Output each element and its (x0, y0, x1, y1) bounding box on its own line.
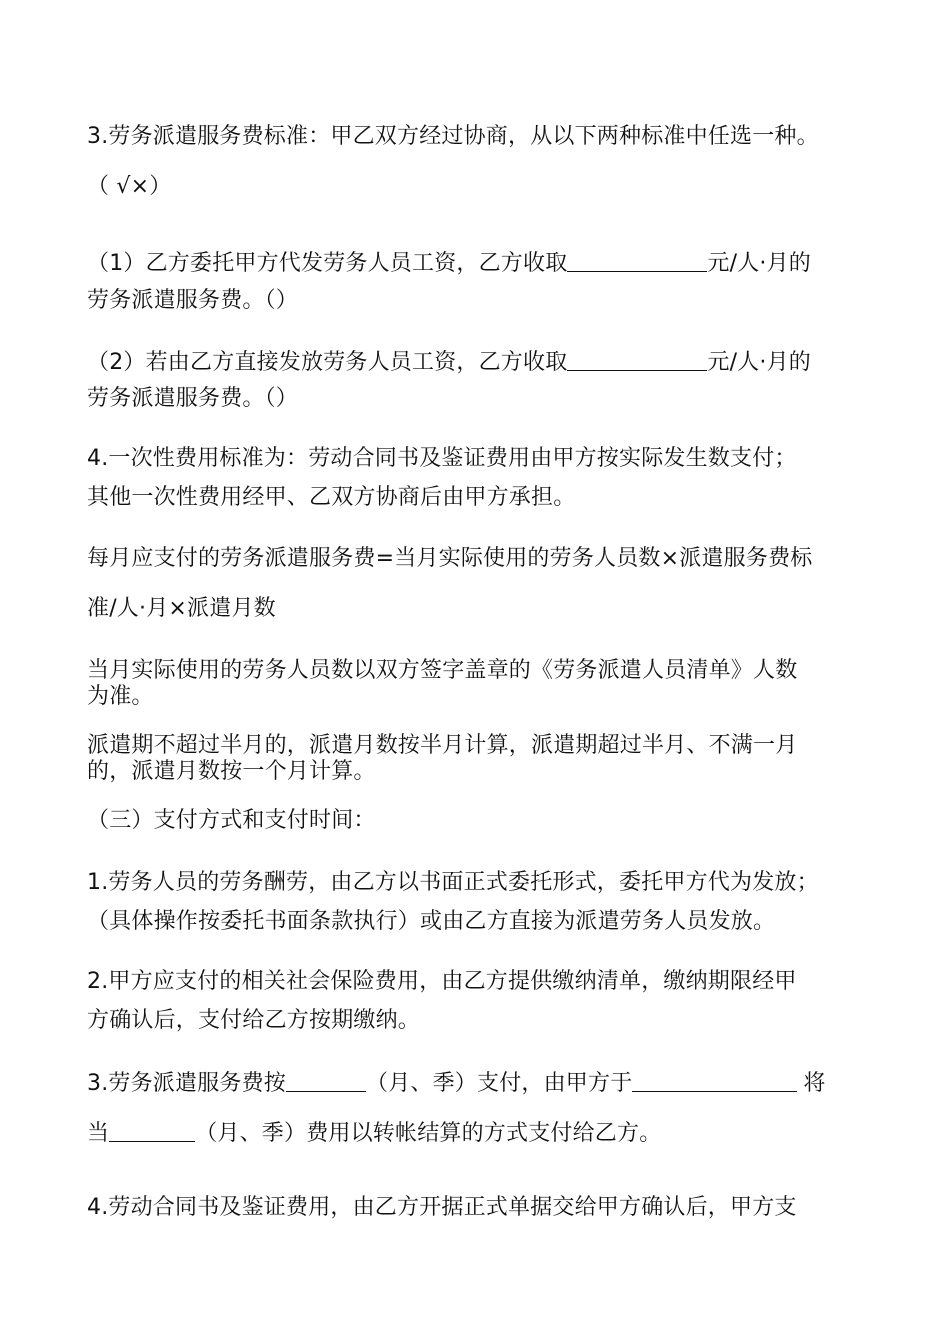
option-1-text: （1）乙方委托甲方代发劳务人员工资，乙方收取 (87, 251, 568, 276)
option-1-line (87, 247, 811, 279)
payment-4-line1: 4.劳动合同书及鉴证费用，由乙方开据正式单据交给甲方确认后，甲方支 (87, 1195, 797, 1220)
option-1-cont: 劳务派遣服务费。（） (87, 288, 299, 313)
clause-4-line1: 4.一次性费用标准为：劳动合同书及鉴证费用由甲方按实际发生数支付； (87, 446, 797, 471)
option-2-line (87, 346, 811, 378)
formula-line2: 准/人·月×派遣月数 (87, 596, 276, 621)
period-rule-line1: 派遣期不超过半月的，派遣月数按半月计算，派遣期超过半月、不满一月 (87, 733, 798, 758)
payment-2-line1: 2.甲方应支付的相关社会保险费用，由乙方提供缴纳清单，缴纳期限经甲 (87, 969, 797, 994)
payment-2-line2: 方确认后，支付给乙方按期缴纳。 (87, 1008, 421, 1033)
payment-3-text-e: （月、季）费用以转帐结算的方式支付给乙方。 (195, 1121, 662, 1146)
fee-amount-blank-2[interactable] (567, 348, 707, 371)
payment-3-text-b: （月、季）支付，由甲方于 (366, 1071, 633, 1096)
date-blank[interactable] (632, 1069, 797, 1092)
period-blank-1[interactable] (286, 1069, 366, 1092)
option-1-unit: 元/人·月的 (707, 251, 812, 276)
clause-4-line2: 其他一次性费用经甲、乙双方协商后由甲方承担。 (87, 485, 576, 510)
period-blank-2[interactable] (109, 1119, 195, 1142)
payment-3-text-a: 3.劳务派遣服务费按 (87, 1071, 286, 1096)
payment-3-text-c: 将 (803, 1071, 826, 1096)
checkmark-options: （ √×） (87, 174, 172, 199)
payment-1-line2: （具体操作按委托书面条款执行）或由乙方直接为派遣劳务人员发放。 (87, 909, 776, 934)
option-2-cont: 劳务派遣服务费。（） (87, 386, 299, 411)
payment-3-text-d: 当 (87, 1121, 110, 1146)
option-2-unit: 元/人·月的 (707, 350, 812, 375)
staff-count-line1: 当月实际使用的劳务人员数以双方签字盖章的《劳务派遣人员清单》人数 (87, 658, 798, 683)
formula-line1: 每月应支付的劳务派遣服务费=当月实际使用的劳务人员数×派遣服务费标 (87, 546, 813, 571)
section-3-heading: （三）支付方式和支付时间： (87, 808, 376, 833)
fee-amount-blank-1[interactable] (567, 249, 707, 272)
option-2-text: （2）若由乙方直接发放劳务人员工资，乙方收取 (87, 350, 568, 375)
clause-3-title: 3.劳务派遣服务费标准：甲乙双方经过协商，从以下两种标准中任选一种。 (87, 124, 819, 149)
payment-3-line1 (87, 1067, 826, 1099)
staff-count-line2: 为准。 (87, 684, 154, 709)
payment-1-line1: 1.劳务人员的劳务酬劳，由乙方以书面正式委托形式，委托甲方代为发放； (87, 870, 819, 895)
payment-3-line2 (87, 1117, 661, 1149)
period-rule-line2: 的，派遣月数按一个月计算。 (87, 759, 376, 784)
